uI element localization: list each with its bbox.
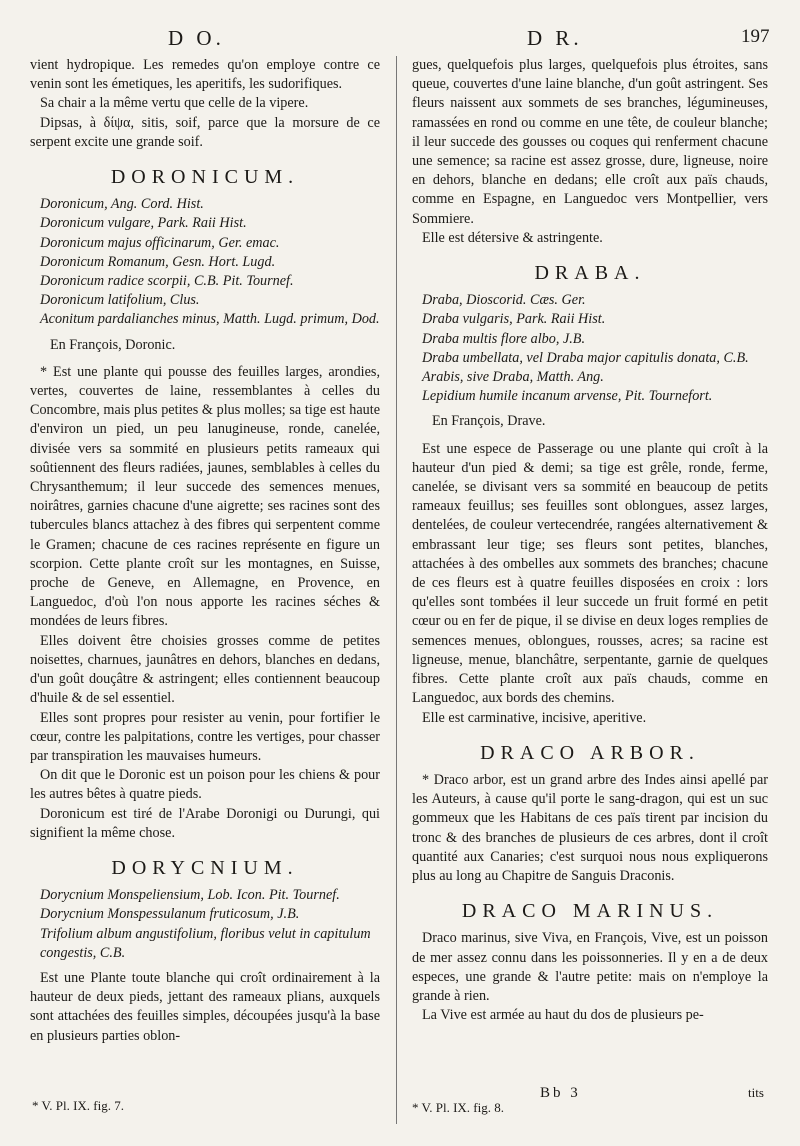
synonym-line: Doronicum latifolium, Clus. <box>40 292 200 309</box>
paragraph: vient hydropique. Les remedes qu'on employe contre ce venin sont les émetiques, les aperitifs, les sudorifiques. <box>30 57 380 93</box>
synonym-line: Trifolium album angustifolium, floribus velut in capitulum congestis, C.B. <box>40 925 371 961</box>
paragraph: On dit que le Doronic est un poison pour les chiens & pour les autres bêtes à quatre pieds. <box>30 767 380 803</box>
paragraph: Draco marinus, sive Viva, en François, Vive, est un poisson de mer assez connu dans les poissonneries. Il y en a de deux especes, une grande & l'autre petite: mais on n'employe la grande à rien. <box>412 930 768 1004</box>
signature-mark: Bb 3 <box>540 1085 581 1101</box>
paragraph: Est une Plante toute blanche qui croît ordinairement à la hauteur de deux pieds, jettant des rameaux plians, auxquels sont attachées des feuilles simples, découpées jusqu'à la base en plusieurs parties oblon- <box>30 969 380 1044</box>
synonym-line: Aconitum pardalianches minus, Matth. Lugd. primum, Dod. <box>40 311 380 328</box>
synonym-line: Doronicum vulgare, Park. Raii Hist. <box>40 215 247 232</box>
entry-heading-draco-marinus: DRACO MARINUS. <box>461 900 719 923</box>
synonym-line: Doronicum, Ang. Cord. Hist. <box>40 196 204 213</box>
entry-heading-dorycnium: DORYCNIUM. <box>111 856 299 879</box>
catchword: tits <box>748 1085 764 1100</box>
page-number: 197 <box>741 26 770 47</box>
running-head-left: D O. <box>168 26 225 50</box>
paragraph: Elles sont propres pour resister au venin, pour fortifier le cœur, contre les palpitations, contre les vertiges, pour chasser par transpiration les mauvaises humeurs. <box>30 709 380 764</box>
french-name: En François, Doronic. <box>50 336 176 353</box>
paragraph: Dipsas, à δίψα, sitis, soif, parce que la morsure de ce serpent excite une grande soif. <box>30 114 380 150</box>
paragraph: gues, quelquefois plus larges, quelquefois plus étroites, sans queue, couvertes d'une laine blanche, d'un goût astringent. Ses fleurs naissent aux sommets de ses branches, légumineuses, ramassées en rond ou comme en une tête, de couleur blanche; il leur succede des gousses ou coques qui renferment chacune une semence; sa racine est assez grosse, dure, ligneuse, noire en dehors, blanche en dedans; elle croît aux païs chauds, comme en Espagne, en Languedoc vers Montpellier, vers Sommiere. <box>412 57 768 227</box>
left-column <box>30 56 380 1046</box>
paragraph: Elle est détersive & astringente. <box>422 229 603 246</box>
column-divider <box>396 56 397 1124</box>
synonym-line: Dorycnium Monspessulanum fruticosum, J.B. <box>40 906 300 923</box>
synonym-line: Doronicum radice scorpii, C.B. Pit. Tournef. <box>40 273 294 290</box>
paragraph: Doronicum est tiré de l'Arabe Doronigi ou Durungi, qui signifient la même chose. <box>30 805 380 841</box>
paragraph: La Vive est armée au haut du dos de plusieurs pe- <box>422 1007 704 1024</box>
entry-heading-draba: DRABA. <box>534 262 646 285</box>
paragraph: Elles doivent être choisies grosses comme de petites noisettes, charnues, jaunâtres en dehors, blanches en dedans, d'un goût douçâtre & astringent; elles contiennent beaucoup d'huile & de sel essentiel. <box>30 632 380 707</box>
paragraph: * Draco arbor, est un grand arbre des Indes ainsi apellé par les Auteurs, à cause qu'il porte le sang-dragon, qui est un suc gommeux que les Habitans de ces païs tirent par incision du tronc & des branches de plusieurs de ces arbres, dont il croît quantité aux Canaries; c'est surquoi nous nous expliquerons plus au long au Chapitre de Sanguis Draconis. <box>412 771 768 884</box>
entry-heading-doronicum: DORONICUM. <box>110 166 300 189</box>
paragraph: Elle est carminative, incisive, aperitive. <box>422 709 647 726</box>
plate-reference-left: * V. Pl. IX. fig. 7. <box>32 1098 124 1113</box>
synonym-line: Lepidium humile incanum arvense, Pit. Tournefort. <box>422 388 713 405</box>
synonym-line: Draba multis flore albo, J.B. <box>422 330 586 347</box>
running-head-right: D R. <box>527 26 583 50</box>
plate-reference-right: * V. Pl. IX. fig. 8. <box>412 1100 504 1115</box>
french-name: En François, Drave. <box>432 413 546 430</box>
synonym-line: Arabis, sive Draba, Matth. Ang. <box>422 369 604 386</box>
synonym-line: Draba umbellata, vel Draba major capitulis donata, C.B. <box>422 349 749 366</box>
synonym-line: Draba vulgaris, Park. Raii Hist. <box>422 311 606 328</box>
synonym-line: Doronicum majus officinarum, Ger. emac. <box>40 234 280 251</box>
right-column <box>412 56 768 1025</box>
synonym-line: Dorycnium Monspeliensium, Lob. Icon. Pit. Tournef. <box>40 887 340 904</box>
paragraph: Est une espece de Passerage ou une plante qui croît à la hauteur d'un pied & demi; sa tige est grêle, ronde, ferme, canelée, se divisant vers sa sommité en beaucoup de petits rameaux feuillus; ses feuilles sont oblongues, assez larges, dentelées, de couleur vertecendrée, rangées alternativement & embrassant leur tige; ses fleurs sont petites, blanches, attachées à des ombelles aux sommets des branches; chacune de ces fleurs est à quatre feuilles disposées en croix : lors qu'elles sont tombées il leur succede un fruit formé en petit cœur ou en fer de pique, il se divise en deux loges remplies de semences menues, oblongues, rousses, acres; sa racine est ligneuse, menue, blanchâtre, serpentante, garnie de quelques fibres. Cette plante croît aux païs chauds, comme en Languedoc, aux bords des chemins. <box>412 440 768 707</box>
entry-heading-draco-arbor: DRACO ARBOR. <box>480 741 700 764</box>
paragraph: * Est une plante qui pousse des feuilles larges, arondies, vertes, couvertes de laine, ressemblantes à celles du Concombre, mais plus petites & plus molles; sa tige est haute d'environ un pied, un peu lanugineuse, ronde, canelée, divisée vers sa sommité en plusieurs petits rameaux qui soûtiennent des fleurs radiées, jaunes, semblables à celles du Chrysanthemum; il leur succede des semences menues, noirâtres, garnies chacune d'une aigrette; ses racines sont des tubercules blancs attachez à des fibres qui serpentent comme le Gramen; chacune de ces racines représente en figure un scorpion. Cette plante croît sur les montagnes, en Suisse, proche de Geneve, en Allemagne, en Provence, en Languedoc, d'où l'on nous apporte les racines séches & mondées de leurs fibres. <box>30 363 380 630</box>
synonym-line: Doronicum Romanum, Gesn. Hort. Lugd. <box>40 253 276 270</box>
paragraph: Sa chair a la même vertu que celle de la vipere. <box>40 95 309 112</box>
synonym-line: Draba, Dioscorid. Cæs. Ger. <box>422 292 586 309</box>
